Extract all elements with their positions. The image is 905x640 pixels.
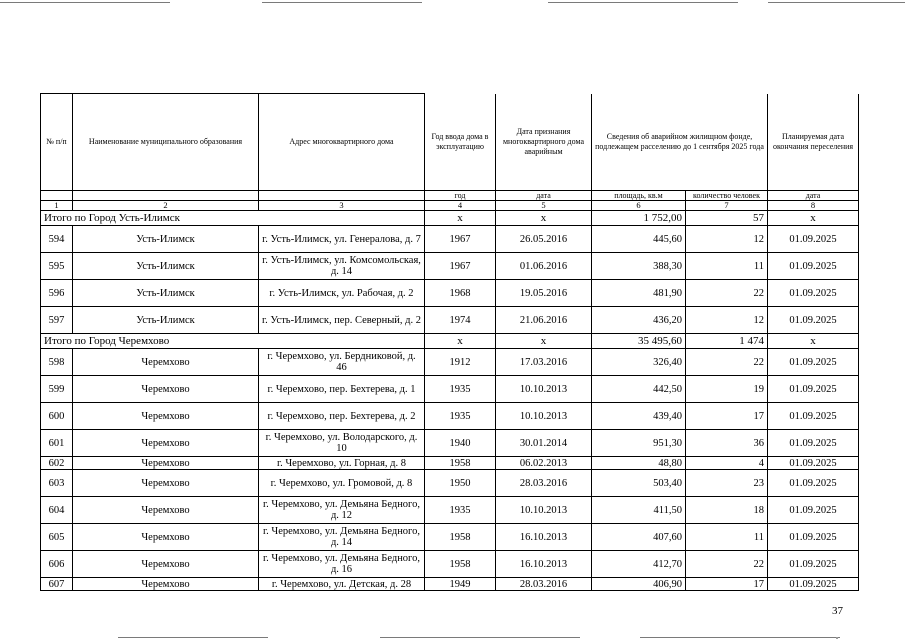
unit-year: год: [425, 191, 496, 201]
total-year: x: [425, 334, 496, 349]
row-people: 17: [686, 403, 768, 430]
total-year: x: [425, 211, 496, 226]
page-number: 37: [832, 605, 843, 617]
row-year: 1935: [425, 497, 496, 524]
row-people: 12: [686, 226, 768, 253]
scan-line-top-3: [548, 2, 738, 3]
column-number: 2: [73, 201, 259, 211]
row-planned-date: 01.09.2025: [768, 307, 859, 334]
row-municipality: Черемхово: [73, 497, 259, 524]
row-area: 503,40: [592, 470, 686, 497]
table-row: [41, 280, 859, 307]
column-number: 7: [686, 201, 768, 211]
row-municipality: Черемхово: [73, 349, 259, 376]
row-address: г. Черемхово, ул. Демьяна Бедного, д. 12: [259, 497, 425, 524]
row-number: 603: [41, 470, 73, 497]
row-recognition-date: 17.03.2016: [496, 349, 592, 376]
scan-line-top-1: [0, 2, 170, 3]
scan-dot: [836, 637, 838, 639]
column-number: 6: [592, 201, 686, 211]
row-municipality: Черемхово: [73, 376, 259, 403]
total-date: x: [496, 334, 592, 349]
row-recognition-date: 10.10.2013: [496, 497, 592, 524]
row-planned-date: 01.09.2025: [768, 253, 859, 280]
row-municipality: Черемхово: [73, 524, 259, 551]
total-planned: x: [768, 334, 859, 349]
header-emergency-info: Сведения об аварийном жилищном фонде, подлежащем расселению до 1 сентября 2025 года: [592, 94, 768, 191]
row-people: 17: [686, 578, 768, 591]
row-area: 388,30: [592, 253, 686, 280]
row-planned-date: 01.09.2025: [768, 349, 859, 376]
row-planned-date: 01.09.2025: [768, 376, 859, 403]
section-total-label: Итого по Город Усть-Илимск: [41, 211, 425, 226]
row-recognition-date: 19.05.2016: [496, 280, 592, 307]
header-municipality: Наименование муниципального образования: [73, 94, 259, 191]
row-planned-date: 01.09.2025: [768, 470, 859, 497]
row-planned-date: 01.09.2025: [768, 430, 859, 457]
row-number: 605: [41, 524, 73, 551]
table-body: [41, 94, 859, 591]
row-area: 442,50: [592, 376, 686, 403]
row-number: 595: [41, 253, 73, 280]
row-municipality: Усть-Илимск: [73, 307, 259, 334]
section-total-row: [41, 334, 859, 349]
header-planned-date: Планируемая дата окончания переселения: [768, 94, 859, 191]
row-planned-date: 01.09.2025: [768, 524, 859, 551]
row-planned-date: 01.09.2025: [768, 578, 859, 591]
row-recognition-date: 10.10.2013: [496, 403, 592, 430]
row-address: г. Черемхово, ул. Громовой, д. 8: [259, 470, 425, 497]
row-address: г. Черемхово, пер. Бехтерева, д. 2: [259, 403, 425, 430]
total-area: 1 752,00: [592, 211, 686, 226]
table-row: [41, 307, 859, 334]
header-num: № п/п: [41, 94, 73, 191]
scan-line-bottom-3: [640, 637, 840, 638]
total-people: 1 474: [686, 334, 768, 349]
table-row: [41, 226, 859, 253]
row-area: 407,60: [592, 524, 686, 551]
row-recognition-date: 28.03.2016: [496, 578, 592, 591]
row-recognition-date: 28.03.2016: [496, 470, 592, 497]
row-municipality: Черемхово: [73, 551, 259, 578]
row-year: 1967: [425, 253, 496, 280]
table-row: [41, 349, 859, 376]
table-row: [41, 524, 859, 551]
scan-line-bottom-1: [118, 637, 268, 638]
row-area: 48,80: [592, 457, 686, 470]
row-year: 1912: [425, 349, 496, 376]
total-people: 57: [686, 211, 768, 226]
row-number: 594: [41, 226, 73, 253]
row-year: 1968: [425, 280, 496, 307]
row-people: 22: [686, 551, 768, 578]
unit-planned: дата: [768, 191, 859, 201]
column-number: 3: [259, 201, 425, 211]
scan-line-top-2: [262, 2, 422, 3]
row-municipality: Черемхово: [73, 457, 259, 470]
column-number: 8: [768, 201, 859, 211]
row-people: 36: [686, 430, 768, 457]
row-year: 1940: [425, 430, 496, 457]
row-year: 1950: [425, 470, 496, 497]
column-number: 1: [41, 201, 73, 211]
row-municipality: Черемхово: [73, 578, 259, 591]
row-recognition-date: 06.02.2013: [496, 457, 592, 470]
table-row: [41, 497, 859, 524]
row-year: 1958: [425, 551, 496, 578]
table-row: [41, 470, 859, 497]
table-row: [41, 376, 859, 403]
header-recognition-date: Дата признания многоквартирного дома аварийным: [496, 94, 592, 191]
header-row: [41, 94, 859, 191]
row-year: 1974: [425, 307, 496, 334]
row-year: 1949: [425, 578, 496, 591]
table-row: [41, 430, 859, 457]
row-area: 326,40: [592, 349, 686, 376]
row-people: 19: [686, 376, 768, 403]
row-area: 481,90: [592, 280, 686, 307]
row-area: 436,20: [592, 307, 686, 334]
table-row: [41, 253, 859, 280]
row-recognition-date: 01.06.2016: [496, 253, 592, 280]
row-address: г. Черемхово, пер. Бехтерева, д. 1: [259, 376, 425, 403]
row-recognition-date: 10.10.2013: [496, 376, 592, 403]
row-people: 23: [686, 470, 768, 497]
row-area: 951,30: [592, 430, 686, 457]
row-number: 604: [41, 497, 73, 524]
table-row: [41, 457, 859, 470]
total-planned: x: [768, 211, 859, 226]
row-planned-date: 01.09.2025: [768, 403, 859, 430]
row-number: 598: [41, 349, 73, 376]
row-address: г. Черемхово, ул. Володарского, д. 10: [259, 430, 425, 457]
unit-date: дата: [496, 191, 592, 201]
row-municipality: Черемхово: [73, 430, 259, 457]
row-municipality: Усть-Илимск: [73, 226, 259, 253]
total-area: 35 495,60: [592, 334, 686, 349]
table-row: [41, 551, 859, 578]
row-year: 1935: [425, 376, 496, 403]
row-year: 1958: [425, 524, 496, 551]
row-municipality: Черемхово: [73, 470, 259, 497]
row-area: 439,40: [592, 403, 686, 430]
row-municipality: Черемхово: [73, 403, 259, 430]
row-address: г. Черемхово, ул. Горная, д. 8: [259, 457, 425, 470]
row-address: г. Усть-Илимск, ул. Комсомольская, д. 14: [259, 253, 425, 280]
row-recognition-date: 16.10.2013: [496, 551, 592, 578]
row-planned-date: 01.09.2025: [768, 457, 859, 470]
section-total-label: Итого по Город Черемхово: [41, 334, 425, 349]
row-year: 1935: [425, 403, 496, 430]
row-area: 406,90: [592, 578, 686, 591]
row-address: г. Усть-Илимск, ул. Рабочая, д. 2: [259, 280, 425, 307]
row-address: г. Черемхово, ул. Демьяна Бедного, д. 16: [259, 551, 425, 578]
row-people: 11: [686, 253, 768, 280]
row-area: 445,60: [592, 226, 686, 253]
row-number: 597: [41, 307, 73, 334]
row-people: 4: [686, 457, 768, 470]
row-number: 602: [41, 457, 73, 470]
unit-area: площадь, кв.м: [592, 191, 686, 201]
row-people: 11: [686, 524, 768, 551]
row-planned-date: 01.09.2025: [768, 497, 859, 524]
header-year: Год ввода дома в эксплуатацию: [425, 94, 496, 191]
row-recognition-date: 16.10.2013: [496, 524, 592, 551]
row-municipality: Усть-Илимск: [73, 280, 259, 307]
row-year: 1967: [425, 226, 496, 253]
row-address: г. Усть-Илимск, пер. Северный, д. 2: [259, 307, 425, 334]
row-planned-date: 01.09.2025: [768, 551, 859, 578]
emergency-housing-table: [40, 93, 859, 591]
row-address: г. Черемхово, ул. Детская, д. 28: [259, 578, 425, 591]
row-number: 599: [41, 376, 73, 403]
header-address: Адрес многоквартирного дома: [259, 94, 425, 191]
row-number: 596: [41, 280, 73, 307]
row-year: 1958: [425, 457, 496, 470]
row-number: 606: [41, 551, 73, 578]
row-planned-date: 01.09.2025: [768, 226, 859, 253]
unit-people: количество человек: [686, 191, 768, 201]
row-address: г. Усть-Илимск, ул. Генералова, д. 7: [259, 226, 425, 253]
table-row: [41, 578, 859, 591]
row-recognition-date: 26.05.2016: [496, 226, 592, 253]
row-recognition-date: 30.01.2014: [496, 430, 592, 457]
row-people: 22: [686, 349, 768, 376]
row-people: 22: [686, 280, 768, 307]
row-people: 12: [686, 307, 768, 334]
row-area: 412,70: [592, 551, 686, 578]
units-row: [41, 191, 859, 201]
row-number: 600: [41, 403, 73, 430]
row-recognition-date: 21.06.2016: [496, 307, 592, 334]
scan-line-bottom-2: [380, 637, 580, 638]
row-people: 18: [686, 497, 768, 524]
row-number: 601: [41, 430, 73, 457]
column-number: 5: [496, 201, 592, 211]
table-row: [41, 403, 859, 430]
row-address: г. Черемхово, ул. Демьяна Бедного, д. 14: [259, 524, 425, 551]
row-municipality: Усть-Илимск: [73, 253, 259, 280]
section-total-row: [41, 211, 859, 226]
column-number: 4: [425, 201, 496, 211]
row-number: 607: [41, 578, 73, 591]
row-address: г. Черемхово, ул. Бердниковой, д. 46: [259, 349, 425, 376]
scan-line-top-4: [768, 2, 905, 3]
column-numbers-row: [41, 201, 859, 211]
row-area: 411,50: [592, 497, 686, 524]
total-date: x: [496, 211, 592, 226]
row-planned-date: 01.09.2025: [768, 280, 859, 307]
